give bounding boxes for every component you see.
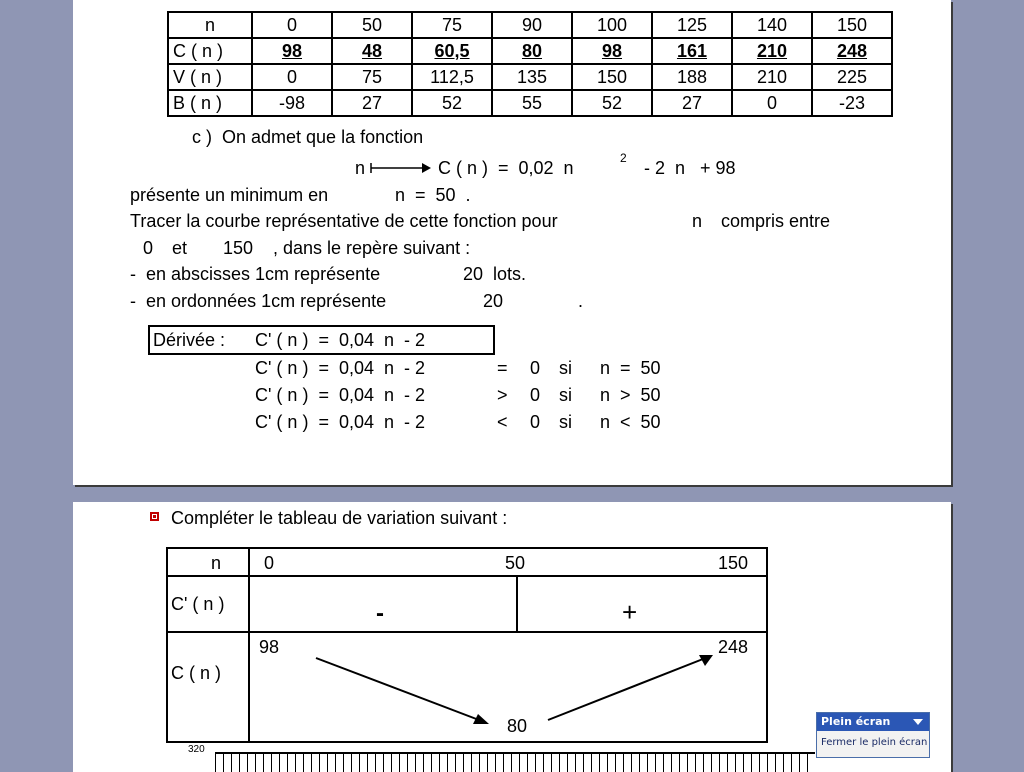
derivative-row-si: si [559, 385, 572, 405]
derivative-row-si: si [559, 412, 572, 432]
derivative-row-zero: 0 [530, 358, 541, 378]
ordinate-dot: . [578, 291, 584, 311]
dropdown-arrow-icon [913, 719, 923, 725]
row-label: B ( n ) [168, 90, 252, 116]
instruction-text: Compléter le tableau de variation suivant : [171, 508, 508, 528]
trace-var: n [692, 211, 703, 231]
table-divider [166, 631, 766, 633]
ordinate-text: - en ordonnées 1cm représente [130, 291, 387, 311]
derivative-expression: C' ( n ) = 0,04 n - 2 [255, 330, 426, 350]
table-cell: 210 [732, 64, 812, 90]
fullscreen-title: Plein écran [821, 715, 891, 728]
table-header-cell: 125 [652, 12, 732, 38]
table-cell: 52 [412, 90, 492, 116]
derivative-label: Dérivée : [153, 330, 226, 350]
table-cell: 135 [492, 64, 572, 90]
derivative-row-op: < [497, 412, 508, 432]
increasing-arrow-icon [543, 647, 723, 727]
var-n-mid: 50 [505, 553, 526, 573]
table-cell: 80 [492, 38, 572, 64]
table-header-cell: 0 [252, 12, 332, 38]
table-cell: 60,5 [412, 38, 492, 64]
derivative-row-op: = [497, 358, 508, 378]
question-c: c ) On admet que la fonction [192, 127, 424, 147]
table-header-cell: 50 [332, 12, 412, 38]
row-label: C ( n ) [168, 38, 252, 64]
table-cell: 0 [732, 90, 812, 116]
var-n-start: 0 [264, 553, 275, 573]
table-cell: -23 [812, 90, 892, 116]
table-row [168, 64, 892, 90]
values-table [167, 11, 893, 117]
table-cell: -98 [252, 90, 332, 116]
derivative-row-cond: n = 50 [600, 358, 661, 378]
close-fullscreen-button[interactable]: Fermer le plein écran [821, 737, 928, 748]
table-cell: 225 [812, 64, 892, 90]
table-header-cell: 150 [812, 12, 892, 38]
table-row [168, 90, 892, 116]
trace-tail: compris entre [721, 211, 831, 231]
table-cell: 0 [252, 64, 332, 90]
range-tail: , dans le repère suivant : [273, 238, 471, 258]
abscissa-value: 20 lots. [463, 264, 527, 284]
function-tail: - 2 n + 98 [644, 158, 736, 178]
function-exponent: 2 [620, 151, 627, 165]
table-header-cell: 90 [492, 12, 572, 38]
table-cell: 248 [812, 38, 892, 64]
table-header-cell: n [168, 12, 252, 38]
var-n-label: n [211, 553, 222, 573]
derivative-row-expr: C' ( n ) = 0,04 n - 2 [255, 358, 426, 378]
derivative-row-si: si [559, 358, 572, 378]
derivative-row-expr: C' ( n ) = 0,04 n - 2 [255, 412, 426, 432]
table-cell: 27 [332, 90, 412, 116]
table-cell: 98 [252, 38, 332, 64]
derivative-row-zero: 0 [530, 385, 541, 405]
table-cell: 210 [732, 38, 812, 64]
table-cell: 161 [652, 38, 732, 64]
derivative-row-expr: C' ( n ) = 0,04 n - 2 [255, 385, 426, 405]
var-c-min: 80 [507, 716, 528, 736]
table-cell: 52 [572, 90, 652, 116]
table-cell: 55 [492, 90, 572, 116]
axis-label: 320 [188, 744, 205, 755]
var-cprime-label: C' ( n ) [171, 594, 225, 614]
document-page-1 [73, 0, 951, 485]
table-cell: 27 [652, 90, 732, 116]
sign-plus: + [622, 597, 638, 627]
table-header-cell: 140 [732, 12, 812, 38]
abscissa-text: - en abscisses 1cm représente [130, 264, 381, 284]
table-cell: 188 [652, 64, 732, 90]
sign-minus: - [376, 600, 384, 627]
range-start: 0 [143, 238, 154, 258]
derivative-row-cond: n < 50 [600, 412, 661, 432]
var-n-end: 150 [718, 553, 749, 573]
table-cell: 48 [332, 38, 412, 64]
var-c-start: 98 [259, 637, 280, 657]
table-row [168, 38, 892, 64]
table-header-cell: 75 [412, 12, 492, 38]
table-cell: 98 [572, 38, 652, 64]
var-c-end: 248 [718, 637, 749, 657]
derivative-row-op: > [497, 385, 508, 405]
table-divider [248, 547, 250, 741]
table-divider [516, 575, 518, 633]
table-cell: 150 [572, 64, 652, 90]
table-row [168, 12, 892, 38]
minimum-value: n = 50 . [395, 185, 471, 205]
ordinate-value: 20 [483, 291, 504, 311]
derivative-row-cond: n > 50 [600, 385, 661, 405]
trace-text: Tracer la courbe représentative de cette fonction pour [130, 211, 558, 231]
table-divider [166, 575, 766, 577]
fullscreen-menu-button[interactable] [817, 713, 929, 731]
fullscreen-toolbar [816, 712, 930, 758]
row-label: V ( n ) [168, 64, 252, 90]
bullet-icon [150, 512, 159, 521]
var-c-label: C ( n ) [171, 663, 222, 683]
table-header-cell: 100 [572, 12, 652, 38]
range-and: et [172, 238, 188, 258]
minimum-text: présente un minimum en [130, 185, 329, 205]
derivative-row-zero: 0 [530, 412, 541, 432]
graph-grid [215, 752, 815, 772]
table-cell: 112,5 [412, 64, 492, 90]
function-expression: C ( n ) = 0,02 n [438, 158, 574, 178]
function-var: n [355, 158, 366, 178]
range-end: 150 [223, 238, 254, 258]
maps-to-arrow-icon [370, 160, 432, 176]
table-cell: 75 [332, 64, 412, 90]
